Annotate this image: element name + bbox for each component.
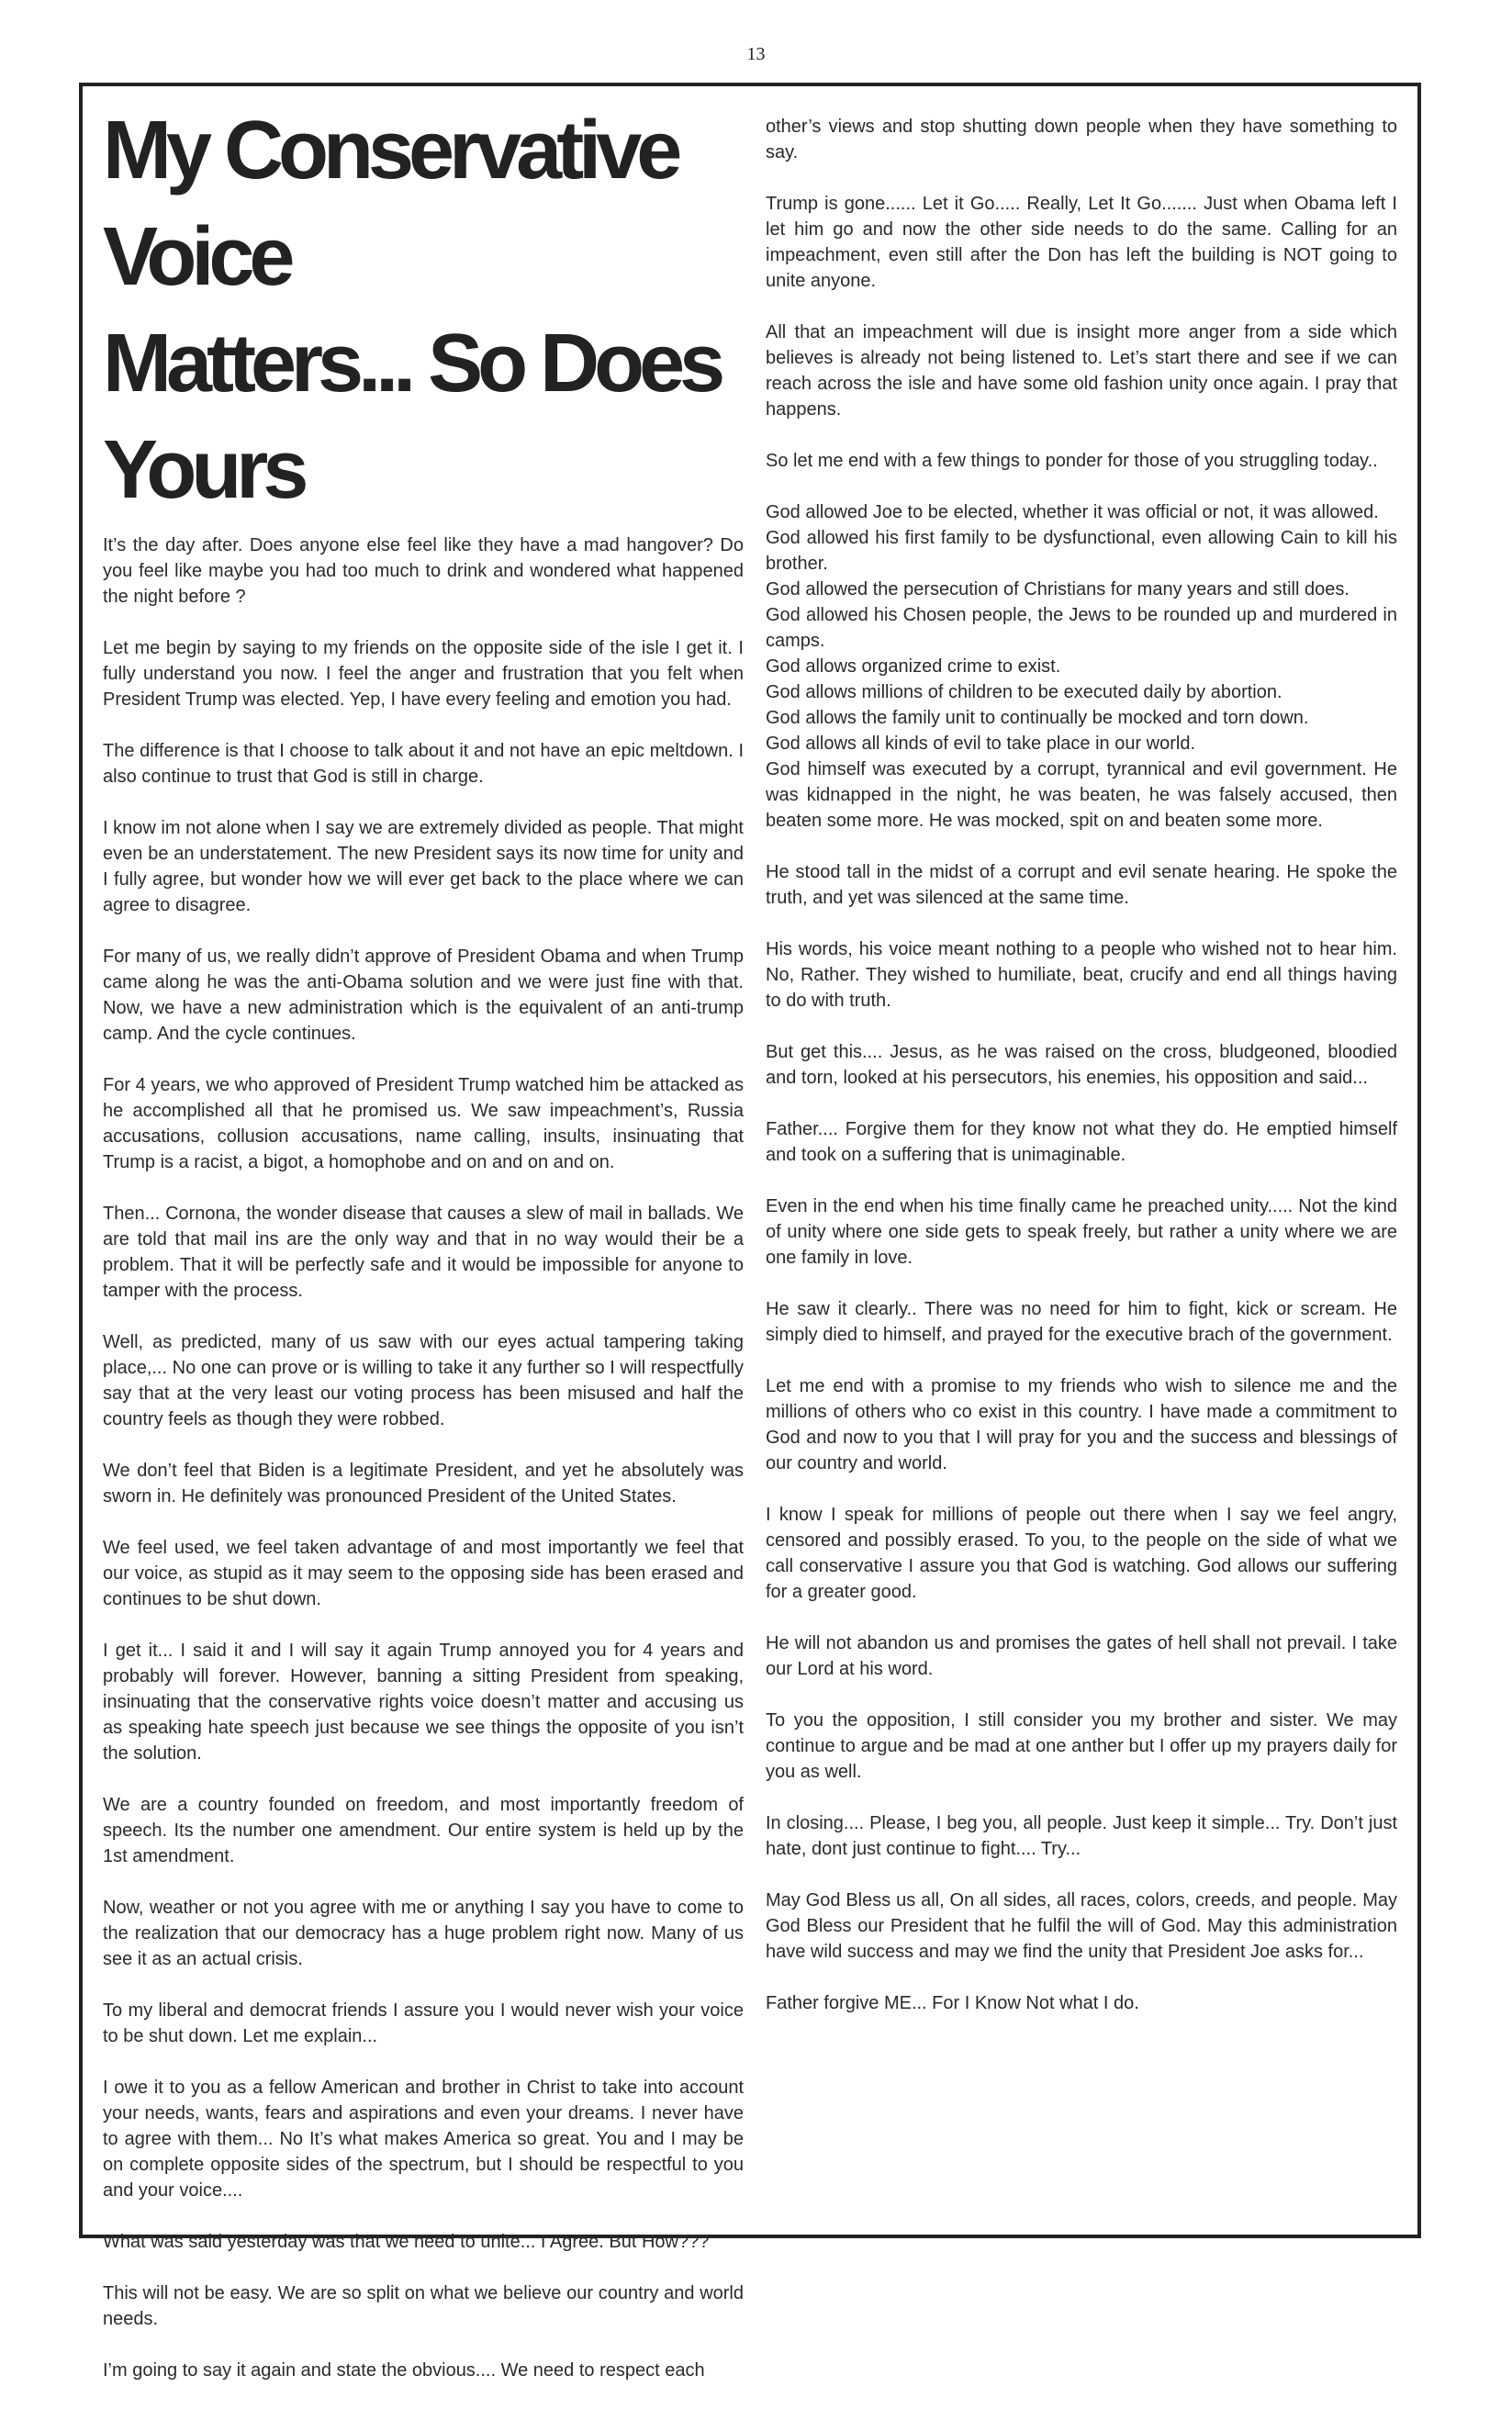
paragraph: other’s views and stop shutting down people when they have something to say. bbox=[766, 117, 1397, 162]
paragraph: To my liberal and democrat friends I assure you I would never wish your voice to be shut down. Let me explain... bbox=[103, 2000, 744, 2046]
paragraph: Let me end with a promise to my friends who wish to silence me and the millions of others who co exist in this country. I have made a commitment to God and now to you that I will pray for you and the success and blessings of our country and world. bbox=[766, 1376, 1397, 1473]
paragraph: I know im not alone when I say we are extremely divided as people. That might even be an understatement. The new President says its now time for unity and I fully agree, but wonder how we will ever get back to the place where we can agree to disagree. bbox=[103, 818, 744, 915]
paragraph: May God Bless us all, On all sides, all races, colors, creeds, and people. May God Bless our President that he fulfil the will of God. May this administration have wild success and may we find the unity that President Joe asks for... bbox=[766, 1890, 1397, 1962]
paragraph: We don’t feel that Biden is a legitimate President, and yet he absolutely was sworn in. He definitely was pronounced President of the United States. bbox=[103, 1461, 744, 1507]
paragraph: Trump is gone...... Let it Go..... Really, Let It Go....... Just when Obama left I let him go and now the other side needs to do the same. Calling for an impeachment, even still after the Don has left the building is NOT going to unite anyone. bbox=[766, 194, 1397, 291]
paragraph: I know I speak for millions of people out there when I say we feel angry, censored and possibly erased. To you, to the people on the side of what we call conservative I assure you that God is watching. God allows our suffering for a greater good. bbox=[766, 1505, 1397, 1602]
paragraph: So let me end with a few things to ponder for those of you struggling today.. bbox=[766, 451, 1378, 471]
paragraph: Father.... Forgive them for they know not what they do. He emptied himself and took on a suffering that is unimaginable. bbox=[766, 1119, 1397, 1165]
paragraph: The difference is that I choose to talk about it and not have an epic meltdown. I also continue to trust that God is still in charge. bbox=[103, 741, 744, 787]
list-item: God allows organized crime to exist. bbox=[766, 656, 1061, 677]
paragraph: Let me begin by saying to my friends on the opposite side of the isle I get it. I fully understand you now. I feel the anger and frustration that you felt when President Trump was elected. Yep, I have every feeling and emotion you had. bbox=[103, 638, 744, 710]
paragraph: What was said yesterday was that we need to unite... I Agree. But How??? bbox=[103, 2232, 710, 2252]
paragraph: Even in the end when his time finally came he preached unity..... Not the kind of unity where one side gets to speak freely, but rather a unity where we are one family in love. bbox=[766, 1196, 1397, 1268]
paragraph: He stood tall in the midst of a corrupt and evil senate hearing. He spoke the truth, and yet was silenced at the same time. bbox=[766, 862, 1397, 908]
paragraph: All that an impeachment will due is insight more anger from a side which believes is already not being listened to. Let’s start there and see if we can reach across the isle and have some old fashion unity once again. I pray that happens. bbox=[766, 322, 1397, 420]
paragraph: In closing.... Please, I beg you, all people. Just keep it simple... Try. Don’t just hate, dont just continue to fight.... Try... bbox=[766, 1813, 1397, 1859]
left-column-body bbox=[103, 532, 744, 2383]
paragraph: This will not be easy. We are so split on what we believe our country and world needs. bbox=[103, 2283, 744, 2329]
paragraph: Then... Cornona, the wonder disease that causes a slew of mail in ballads. We are told that mail ins are the only way and that in no way would their be a problem. That it will be perfectly safe and it would be impossible for anyone to tamper with the process. bbox=[103, 1204, 744, 1301]
paragraph: We are a country founded on freedom, and most importantly freedom of speech. Its the number one amendment. Our entire system is held up by the 1st amendment. bbox=[103, 1795, 744, 1866]
paragraph: I get it... I said it and I will say it again Trump annoyed you for 4 years and probably will forever. However, banning a sitting President from speaking, insinuating that the conservative rights voice doesn’t matter and accusing us as speaking hate speech just because we see things the opposite of you isn’t the solution. bbox=[103, 1641, 744, 1764]
right-column bbox=[766, 114, 1397, 2042]
headline bbox=[103, 86, 744, 523]
headline-line-1: My Conservative Voice bbox=[103, 105, 678, 303]
paragraph: I owe it to you as a fellow American and brother in Christ to take into account your needs, wants, fears and aspirations and even your dreams. I never have to agree with them... No It’s what makes America so great. You and I may be on complete opposite sides of the spectrum, but I should be respectful to you and your voice.... bbox=[103, 2078, 744, 2201]
article-frame bbox=[79, 83, 1421, 2381]
left-column bbox=[103, 86, 744, 2409]
god-allows-list bbox=[766, 499, 1397, 834]
list-item: God allows all kinds of evil to take place in our world. bbox=[766, 734, 1196, 754]
list-item: God allowed his Chosen people, the Jews to be rounded up and murdered in camps. bbox=[766, 605, 1397, 651]
page-number: 13 bbox=[746, 44, 766, 64]
paragraph: Father forgive ME... For I Know Not what I do. bbox=[766, 1993, 1139, 2013]
list-item: God allowed the persecution of Christians for many years and still does. bbox=[766, 579, 1350, 599]
paragraph: I’m going to say it again and state the obvious.... We need to respect each bbox=[103, 2360, 705, 2381]
paragraph: We feel used, we feel taken advantage of and most importantly we feel that our voice, as stupid as it may seem to the opposing side has been erased and continues to be shut down. bbox=[103, 1538, 744, 1609]
paragraph: His words, his voice meant nothing to a people who wished not to hear him. No, Rather. They wished to humiliate, beat, crucify and end all things having to do with truth. bbox=[766, 939, 1397, 1011]
paragraph: To you the opposition, I still consider you my brother and sister. We may continue to argue and be mad at one anther but I offer up my prayers daily for you as well. bbox=[766, 1710, 1397, 1782]
paragraph: For 4 years, we who approved of President Trump watched him be attacked as he accomplished all that he promised us. We saw impeachment’s, Russia accusations, collusion accusations, name calling, insults, insinuating that Trump is a racist, a bigot, a homophobe and on and on and on. bbox=[103, 1075, 744, 1172]
list-item: God allowed his first family to be dysfunctional, even allowing Cain to kill his brother. bbox=[766, 528, 1397, 574]
headline-line-2: Matters... So Does Yours bbox=[103, 318, 721, 516]
paragraph: Now, weather or not you agree with me or anything I say you have to come to the realization that our democracy has a huge problem right now. Many of us see it as an actual crisis. bbox=[103, 1898, 744, 1969]
list-item: God allowed Joe to be elected, whether it was official or not, it was allowed. bbox=[766, 502, 1379, 522]
paragraph: But get this.... Jesus, as he was raised on the cross, bludgeoned, bloodied and torn, looked at his persecutors, his enemies, his opposition and said... bbox=[766, 1042, 1397, 1088]
paragraph: It’s the day after. Does anyone else feel like they have a mad hangover? Do you feel like maybe you had too much to drink and wondered what happened the night before ? bbox=[103, 535, 744, 607]
right-column-body bbox=[766, 859, 1397, 2016]
paragraph: He saw it clearly.. There was no need for him to fight, kick or scream. He simply died to himself, and prayed for the executive brach of the government. bbox=[766, 1299, 1397, 1345]
right-column-intro bbox=[766, 114, 1397, 474]
paragraph: Well, as predicted, many of us saw with our eyes actual tampering taking place,... No one can prove or is willing to take it any further so I will respectfully say that at the very least our voting process has been misused and half the country feels as though they were robbed. bbox=[103, 1332, 744, 1429]
paragraph: For many of us, we really didn’t approve of President Obama and when Trump came along he was the anti-Obama solution and we were just fine with that. Now, we have a new administration which is the equivalent of an anti-trump camp. And the cycle continues. bbox=[103, 947, 744, 1044]
list-item: God allows the family unit to continually be mocked and torn down. bbox=[766, 708, 1309, 728]
list-item: God himself was executed by a corrupt, tyrannical and evil government. He was kidnapped in the night, he was beaten, he was falsely accused, then beaten some more. He was mocked, spit on and beaten some more. bbox=[766, 759, 1397, 831]
paragraph: He will not abandon us and promises the gates of hell shall not prevail. I take our Lord at his word. bbox=[766, 1633, 1397, 1679]
list-item: God allows millions of children to be executed daily by abortion. bbox=[766, 682, 1282, 702]
